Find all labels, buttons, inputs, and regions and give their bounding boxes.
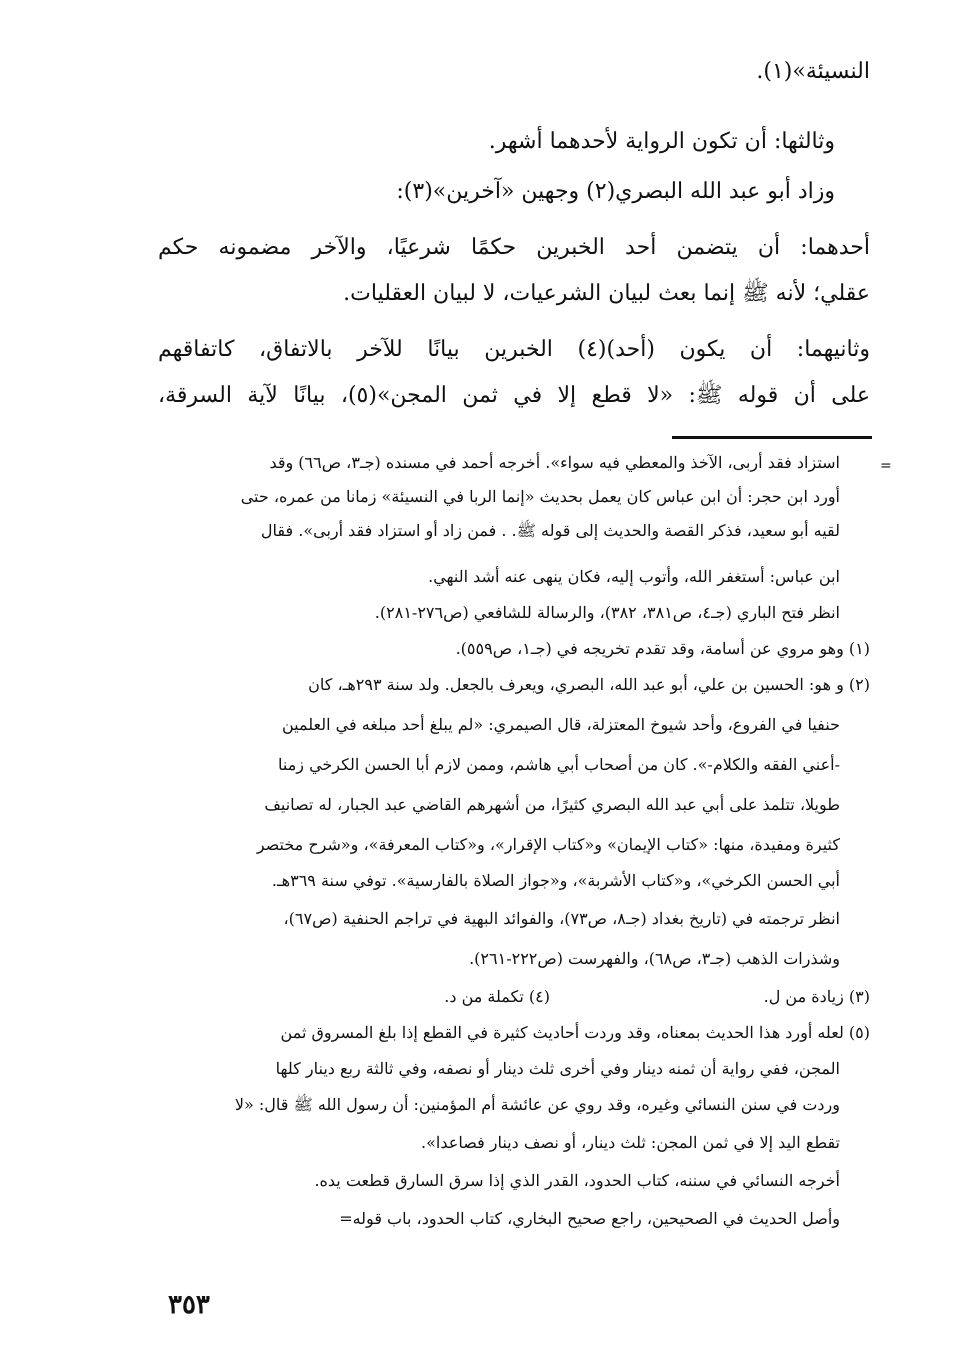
footnote-line-5: انظر فتح الباري (جـ٤، ص٣٨١، ٣٨٢)، والرسالة للشافعي (ص٢٧٦-٢٨١). (374, 603, 840, 622)
footnote-3: (٣) زيادة من ل. (763, 987, 870, 1006)
footnote-line-1: استزاد فقد أربى، الآخذ والمعطي فيه سواء». أخرجه أحمد في مسنده (جـ٣، ص٦٦) وقد (269, 453, 840, 472)
footnote-2-line-8: وشذرات الذهب (جـ٣، ص٦٨)، والفهرست (ص٢٢٢-٢٦١). (469, 949, 840, 968)
main-line-3: وزاد أبو عبد الله البصري(٢) وجهين «آخرين»(٣): (396, 179, 835, 204)
footnote-5-line-2: المجن، ففي رواية أن ثمنه دينار وفي أخرى ثلث دينار أو نصفه، وفي ثالثة ربع دينار كلها (275, 1059, 840, 1078)
main-line-7: على أن قوله ﷺ: «لا قطع إلا في ثمن المجن»(٥)، بيانًا لآية السرقة، (158, 383, 870, 408)
footnote-2-line-4: طويلا، تتلمذ على أبي عبد الله البصري كثيرًا، من أشهرهم القاضي عبد الجبار، له تصانيف (264, 795, 840, 814)
footnote-5-line-1: (٥) لعله أورد هذا الحديث بمعناه، وقد وردت أحاديث كثيرة في القطع إذا بلغ المسروق ثمن (280, 1023, 870, 1042)
footnote-line-2: أورد ابن حجر: أن ابن عباس كان يعمل بحديث «إنما الربا في النسيئة» زمانا من عمره، حتى (240, 487, 840, 506)
main-line-5: عقلي؛ لأنه ﷺ إنما بعث لبيان الشرعيات، لا لبيان العقليات. (343, 281, 870, 306)
footnote-5-line-6: وأصل الحديث في الصحيحين، راجع صحيح البخاري، كتاب الحدود، باب قوله= (339, 1209, 840, 1228)
footnote-5-line-4: تقطع اليد إلا في ثمن المجن: ثلث دينار، أو نصف دينار فصاعدا». (421, 1133, 840, 1152)
footnote-5-line-5: أخرجه النسائي في سننه، كتاب الحدود، القدر الذي إذا سرق السارق قطعت يده. (314, 1171, 840, 1190)
footnote-2-line-7: انظر ترجمته في (تاريخ بغداد (جـ٨، ص٧٣)، والفوائد البهية في تراجم الحنفية (ص٦٧)، (283, 909, 840, 928)
footnote-5-line-3: وردت في سنن النسائي وغيره، وقد روي عن عائشة أم المؤمنين: أن رسول الله ﷺ قال: «لا (234, 1095, 840, 1114)
continuation-mark: = (880, 458, 892, 474)
footnote-2-line-6: أبي الحسن الكرخي»، و«كتاب الأشربة»، و«جواز الصلاة بالفارسية». توفي سنة ٣٦٩هـ. (271, 871, 840, 890)
page-number: ٣٥٣ (168, 1290, 210, 1320)
footnote-separator (672, 436, 872, 439)
main-line-1: النسيئة»(١). (756, 59, 870, 84)
footnote-1: (١) وهو مروي عن أسامة، وقد تقدم تخريجه في (جـ١، ص٥٥٩). (455, 639, 870, 658)
footnote-2-line-1: (٢) و هو: الحسين بن علي، أبو عبد الله، البصري، ويعرف بالجعل. ولد سنة ٢٩٣هـ، كان (308, 675, 870, 694)
main-line-4: أحدهما: أن يتضمن أحد الخبرين حكمًا شرعيًا، والآخر مضمونه حكم (158, 235, 870, 260)
main-line-2: وثالثها: أن تكون الرواية لأحدهما أشهر. (488, 129, 835, 154)
footnote-2-line-3: -أعني الفقه والكلام-». كان من أصحاب أبي هاشم، وممن لازم أبا الحسن الكرخي زمنا (277, 755, 840, 774)
footnote-4: (٤) تكملة من د. (444, 987, 550, 1006)
main-line-6: وثانيهما: أن يكون (أحد)(٤) الخبرين بيانًا للآخر بالاتفاق، كاتفاقهم (158, 337, 870, 362)
footnote-2-line-2: حنفيا في الفروع، وأحد شيوخ المعتزلة، قال الصيمري: «لم يبلغ أحد مبلغه في العلمين (281, 715, 840, 734)
footnote-line-4: ابن عباس: أستغفر الله، وأتوب إليه، فكان ينهى عنه أشد النهي. (428, 567, 840, 586)
footnote-2-line-5: كثيرة ومفيدة، منها: «كتاب الإيمان» و«كتاب الإقرار»، و«كتاب المعرفة»، و«شرح مختصر (256, 835, 840, 854)
footnote-line-3: لقيه أبو سعيد، فذكر القصة والحديث إلى قوله ﷺ. . فمن زاد أو استزاد فقد أربى». فقال (260, 521, 840, 540)
